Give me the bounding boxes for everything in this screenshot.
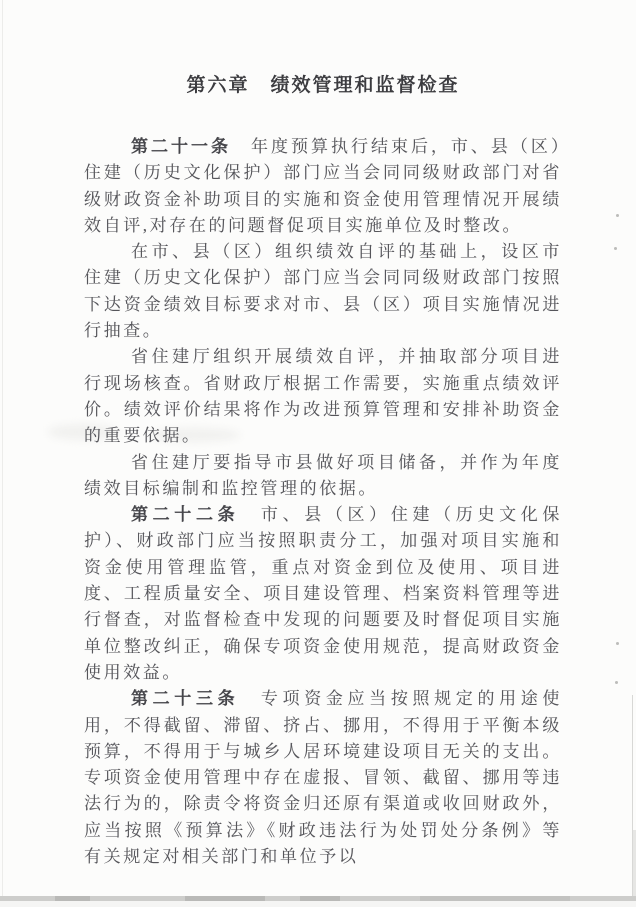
paragraph-text: 在市、县（区）组织绩效自评的基础上，设区市住建（历史文化保护）部门应当会同同级财政部门按照下达资金绩效目标要求对市、县（区）项目实施情况进行抽查。 <box>84 242 562 341</box>
paragraph <box>84 239 562 344</box>
document-content <box>84 74 562 870</box>
scan-speck <box>614 247 617 250</box>
paragraph-article-21 <box>84 134 562 239</box>
paragraph <box>84 450 562 503</box>
paragraph-article-23 <box>84 686 562 870</box>
paragraph-text: 年度预算执行结束后，市、县（区）住建（历史文化保护）部门应当会同同级财政部门对省级财政资金补助项目的实施和资金使用管理情况开展绩效自评,对存在的问题督促项目实施单位及时整改。 <box>84 137 563 235</box>
chapter-heading: 第六章 绩效管理和监督检查 <box>186 75 460 96</box>
paragraph <box>84 344 562 449</box>
paragraph-article-22 <box>84 502 562 686</box>
paragraph-text: 省住建厅要指导市县做好项目储备，并作为年度绩效目标编制和监控管理的依据。 <box>84 452 562 498</box>
scan-bottom-margin <box>0 901 636 907</box>
scan-speck <box>616 642 619 645</box>
scan-left-edge-line <box>2 0 3 907</box>
paragraph-text: 专项资金应当按照规定的用途使用，不得截留、滞留、挤占、挪用，不得用于平衡本级预算，不得用于与城乡人居环境建设项目无关的支出。专项资金使用管理中存在虚报、冒领、截留、挪用等违法行为的，除责令将资金归还原有渠道或收回财政外，应当按照《预算法》《财政违法行为处罚处分条例》等有关规定对相关部门和单位予以 <box>84 689 563 867</box>
paragraph-text: 省住建厅组织开展绩效自评，并抽取部分项目进行现场核查。省财政厅根据工作需要，实施重点绩效评价。绩效评价结果将作为改进预算管理和安排补助资金的重要依据。 <box>84 347 562 446</box>
paragraph-text: 市、县（区）住建（历史文化保护）、财政部门应当按照职责分工，加强对项目实施和资金使用管理监管，重点对资金到位及使用、项目进度、工程质量安全、项目建设管理、档案资料管理等进行督查，对监督检查中发现的问题要及时督促项目实施单位整改纠正，确保专项资金使用规范，提高财政资金使用效益。 <box>84 505 563 682</box>
document-body <box>84 134 562 870</box>
article-22-number: 第二十二条 <box>131 505 240 525</box>
article-23-number: 第二十三条 <box>131 689 240 709</box>
scan-speck <box>616 214 619 217</box>
article-21-number: 第二十一条 <box>131 137 231 156</box>
scan-speck <box>615 681 618 684</box>
